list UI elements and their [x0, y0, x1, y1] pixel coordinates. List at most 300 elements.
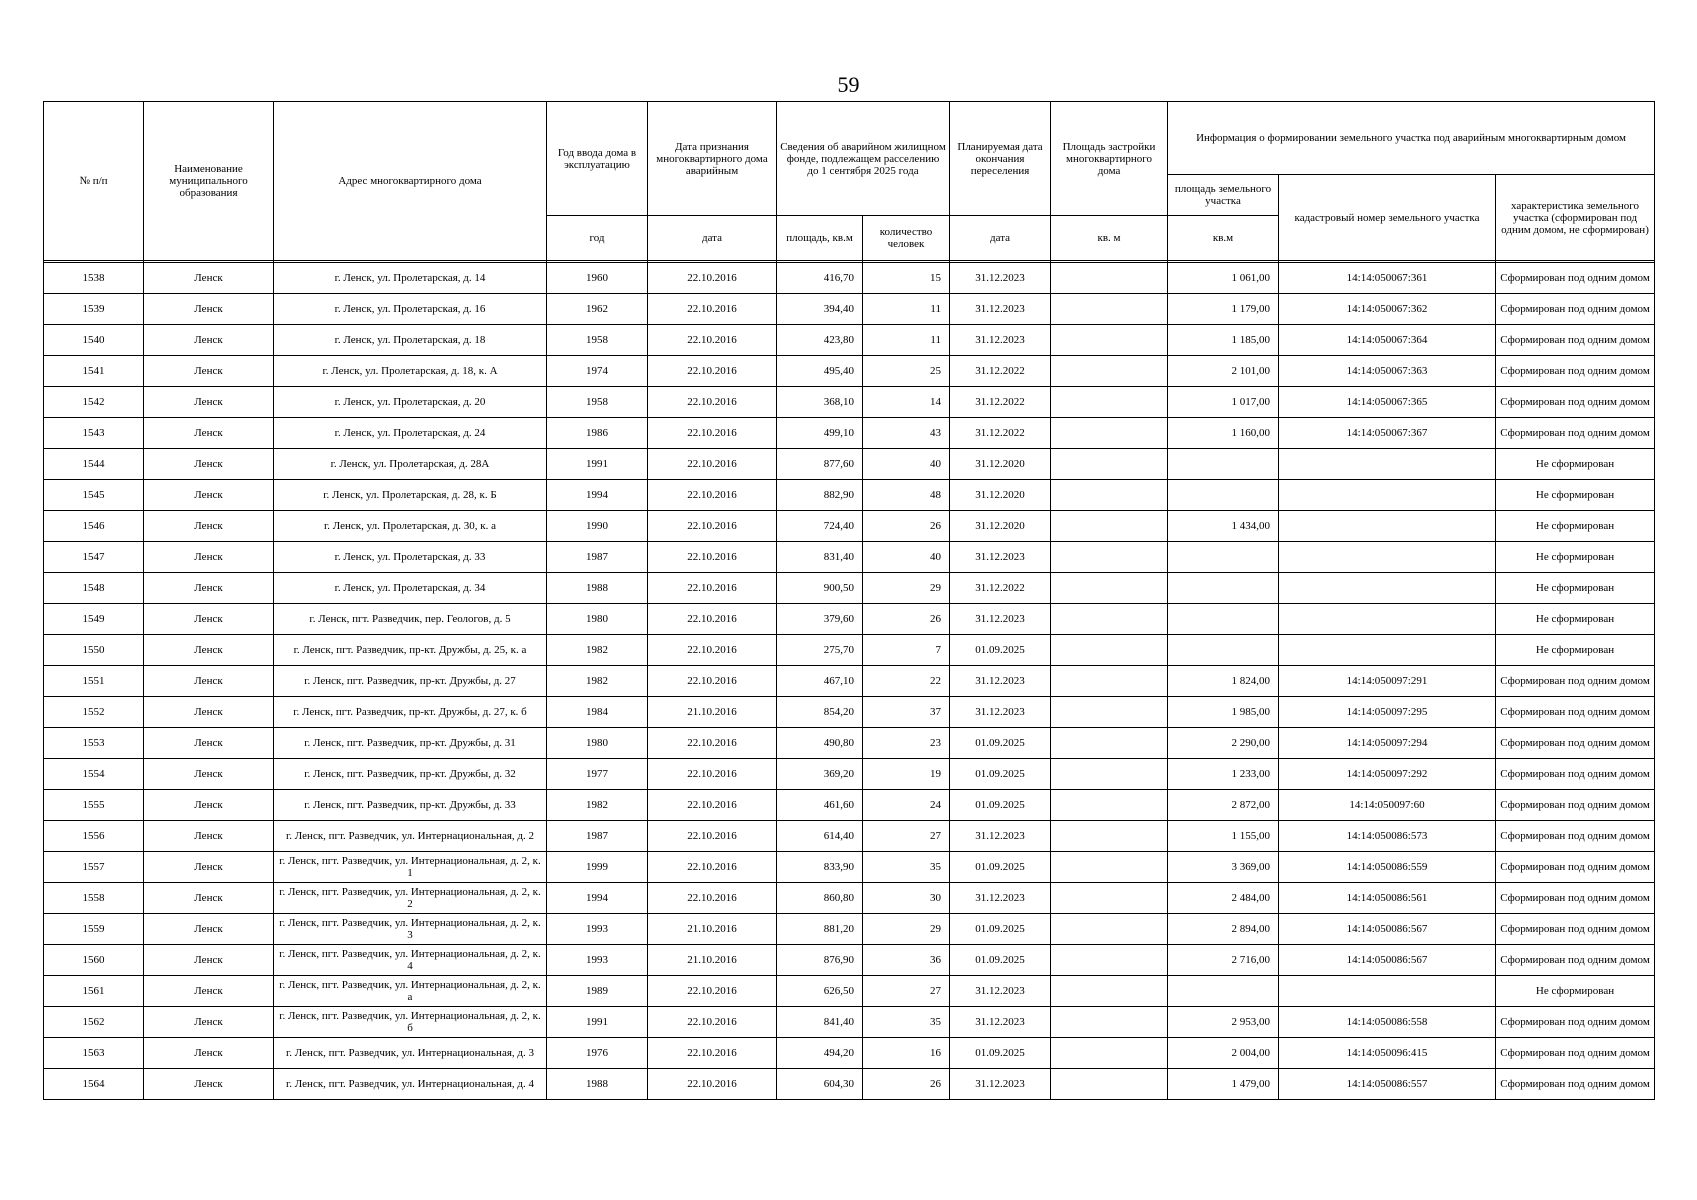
- date-recognized-cell: 22.10.2016: [648, 635, 777, 666]
- area-cell: 423,80: [777, 325, 863, 356]
- people-count-cell: 22: [863, 666, 950, 697]
- people-count-cell: 29: [863, 914, 950, 945]
- area-cell: 900,50: [777, 573, 863, 604]
- people-count-cell: 11: [863, 294, 950, 325]
- land-characteristic-cell: Сформирован под одним домом: [1496, 852, 1655, 883]
- people-count-cell: 29: [863, 573, 950, 604]
- cadastral-number-cell: 14:14:050086:567: [1279, 945, 1496, 976]
- address-cell: г. Ленск, ул. Пролетарская, д. 30, к. а: [274, 511, 547, 542]
- address-cell: г. Ленск, пгт. Разведчик, пр-кт. Дружбы, д. 31: [274, 728, 547, 759]
- people-count-cell: 19: [863, 759, 950, 790]
- row-number: 1551: [44, 666, 144, 697]
- cadastral-number-cell: 14:14:050086:558: [1279, 1007, 1496, 1038]
- people-count-cell: 36: [863, 945, 950, 976]
- row-number: 1562: [44, 1007, 144, 1038]
- cadastral-number-cell: [1279, 976, 1496, 1007]
- planned-date-cell: 01.09.2025: [950, 1038, 1051, 1069]
- row-number: 1549: [44, 604, 144, 635]
- row-number: 1554: [44, 759, 144, 790]
- address-cell: г. Ленск, пгт. Разведчик, пр-кт. Дружбы, д. 27, к. б: [274, 697, 547, 728]
- header-characteristic: характеристика земельного участка (сформирован под одним домом, не сформирован): [1496, 175, 1655, 261]
- land-area-cell: [1168, 480, 1279, 511]
- municipality-cell: Ленск: [144, 418, 274, 449]
- area-cell: 416,70: [777, 263, 863, 294]
- land-area-cell: 1 185,00: [1168, 325, 1279, 356]
- cadastral-number-cell: [1279, 635, 1496, 666]
- planned-date-cell: 31.12.2020: [950, 449, 1051, 480]
- area-cell: 833,90: [777, 852, 863, 883]
- municipality-cell: Ленск: [144, 728, 274, 759]
- row-number: 1550: [44, 635, 144, 666]
- land-characteristic-cell: Сформирован под одним домом: [1496, 914, 1655, 945]
- land-area-cell: 3 369,00: [1168, 852, 1279, 883]
- land-characteristic-cell: Сформирован под одним домом: [1496, 759, 1655, 790]
- people-count-cell: 48: [863, 480, 950, 511]
- cadastral-number-cell: [1279, 480, 1496, 511]
- area-cell: 860,80: [777, 883, 863, 914]
- land-area-cell: 1 160,00: [1168, 418, 1279, 449]
- building-area-cell: [1051, 759, 1168, 790]
- area-cell: 495,40: [777, 356, 863, 387]
- land-characteristic-cell: Сформирован под одним домом: [1496, 263, 1655, 294]
- address-cell: г. Ленск, пгт. Разведчик, ул. Интернациональная, д. 2, к. б: [274, 1007, 547, 1038]
- building-area-cell: [1051, 573, 1168, 604]
- municipality-cell: Ленск: [144, 666, 274, 697]
- table-row: [44, 511, 1655, 542]
- row-number: 1539: [44, 294, 144, 325]
- year-built-cell: 1980: [547, 728, 648, 759]
- year-built-cell: 1982: [547, 666, 648, 697]
- row-number: 1538: [44, 263, 144, 294]
- planned-date-cell: 31.12.2022: [950, 356, 1051, 387]
- address-cell: г. Ленск, ул. Пролетарская, д. 28А: [274, 449, 547, 480]
- table-row: [44, 697, 1655, 728]
- address-cell: г. Ленск, ул. Пролетарская, д. 34: [274, 573, 547, 604]
- building-area-cell: [1051, 821, 1168, 852]
- row-number: 1555: [44, 790, 144, 821]
- year-built-cell: 1974: [547, 356, 648, 387]
- planned-date-cell: 31.12.2023: [950, 263, 1051, 294]
- building-area-cell: [1051, 542, 1168, 573]
- header-cadastral: кадастровый номер земельного участка: [1279, 175, 1496, 261]
- building-area-cell: [1051, 1007, 1168, 1038]
- municipality-cell: Ленск: [144, 821, 274, 852]
- address-cell: г. Ленск, пгт. Разведчик, пр-кт. Дружбы, д. 27: [274, 666, 547, 697]
- planned-date-cell: 31.12.2023: [950, 325, 1051, 356]
- building-area-cell: [1051, 263, 1168, 294]
- people-count-cell: 30: [863, 883, 950, 914]
- people-count-cell: 37: [863, 697, 950, 728]
- address-cell: г. Ленск, пгт. Разведчик, пр-кт. Дружбы, д. 32: [274, 759, 547, 790]
- table-row: [44, 976, 1655, 1007]
- land-area-cell: 1 061,00: [1168, 263, 1279, 294]
- planned-date-cell: 31.12.2022: [950, 418, 1051, 449]
- unit-land-area: кв.м: [1168, 216, 1279, 261]
- date-recognized-cell: 22.10.2016: [648, 852, 777, 883]
- municipality-cell: Ленск: [144, 852, 274, 883]
- unit-date: дата: [648, 216, 777, 261]
- cadastral-number-cell: 14:14:050067:361: [1279, 263, 1496, 294]
- date-recognized-cell: 22.10.2016: [648, 883, 777, 914]
- date-recognized-cell: 22.10.2016: [648, 356, 777, 387]
- land-area-cell: 2 484,00: [1168, 883, 1279, 914]
- planned-date-cell: 01.09.2025: [950, 759, 1051, 790]
- date-recognized-cell: 22.10.2016: [648, 976, 777, 1007]
- planned-date-cell: 31.12.2020: [950, 480, 1051, 511]
- address-cell: г. Ленск, ул. Пролетарская, д. 20: [274, 387, 547, 418]
- table-row: [44, 604, 1655, 635]
- land-characteristic-cell: Не сформирован: [1496, 635, 1655, 666]
- municipality-cell: Ленск: [144, 1069, 274, 1100]
- people-count-cell: 40: [863, 449, 950, 480]
- building-area-cell: [1051, 914, 1168, 945]
- land-area-cell: 2 290,00: [1168, 728, 1279, 759]
- people-count-cell: 11: [863, 325, 950, 356]
- area-cell: 724,40: [777, 511, 863, 542]
- area-cell: 275,70: [777, 635, 863, 666]
- address-cell: г. Ленск, ул. Пролетарская, д. 33: [274, 542, 547, 573]
- table-row: [44, 1007, 1655, 1038]
- land-area-cell: 2 004,00: [1168, 1038, 1279, 1069]
- land-characteristic-cell: Сформирован под одним домом: [1496, 728, 1655, 759]
- table-row: [44, 635, 1655, 666]
- unit-year: год: [547, 216, 648, 261]
- land-area-cell: [1168, 542, 1279, 573]
- cadastral-number-cell: 14:14:050097:294: [1279, 728, 1496, 759]
- building-area-cell: [1051, 1069, 1168, 1100]
- land-characteristic-cell: Сформирован под одним домом: [1496, 356, 1655, 387]
- year-built-cell: 1991: [547, 1007, 648, 1038]
- cadastral-number-cell: 14:14:050067:365: [1279, 387, 1496, 418]
- land-characteristic-cell: Сформирован под одним домом: [1496, 883, 1655, 914]
- municipality-cell: Ленск: [144, 883, 274, 914]
- land-characteristic-cell: Сформирован под одним домом: [1496, 821, 1655, 852]
- row-number: 1543: [44, 418, 144, 449]
- address-cell: г. Ленск, пгт. Разведчик, пр-кт. Дружбы, д. 33: [274, 790, 547, 821]
- municipality-cell: Ленск: [144, 480, 274, 511]
- row-number: 1545: [44, 480, 144, 511]
- people-count-cell: 35: [863, 852, 950, 883]
- land-characteristic-cell: Сформирован под одним домом: [1496, 790, 1655, 821]
- land-characteristic-cell: Сформирован под одним домом: [1496, 1069, 1655, 1100]
- year-built-cell: 1987: [547, 542, 648, 573]
- people-count-cell: 16: [863, 1038, 950, 1069]
- land-area-cell: 1 434,00: [1168, 511, 1279, 542]
- planned-date-cell: 31.12.2023: [950, 1007, 1051, 1038]
- table-row: [44, 325, 1655, 356]
- table-row: [44, 573, 1655, 604]
- row-number: 1547: [44, 542, 144, 573]
- table-row: [44, 1069, 1655, 1100]
- land-area-cell: [1168, 573, 1279, 604]
- year-built-cell: 1990: [547, 511, 648, 542]
- header-address: Адрес многоквартирного дома: [274, 102, 547, 261]
- area-cell: 379,60: [777, 604, 863, 635]
- year-built-cell: 1977: [547, 759, 648, 790]
- area-cell: 877,60: [777, 449, 863, 480]
- unit-people: количество человек: [863, 216, 950, 261]
- cadastral-number-cell: [1279, 573, 1496, 604]
- address-cell: г. Ленск, пгт. Разведчик, ул. Интернациональная, д. 4: [274, 1069, 547, 1100]
- land-characteristic-cell: Не сформирован: [1496, 976, 1655, 1007]
- municipality-cell: Ленск: [144, 914, 274, 945]
- cadastral-number-cell: 14:14:050086:557: [1279, 1069, 1496, 1100]
- row-number: 1540: [44, 325, 144, 356]
- address-cell: г. Ленск, ул. Пролетарская, д. 18: [274, 325, 547, 356]
- land-characteristic-cell: Сформирован под одним домом: [1496, 294, 1655, 325]
- land-area-cell: 1 155,00: [1168, 821, 1279, 852]
- row-number: 1563: [44, 1038, 144, 1069]
- municipality-cell: Ленск: [144, 294, 274, 325]
- municipality-cell: Ленск: [144, 511, 274, 542]
- land-area-cell: 1 479,00: [1168, 1069, 1279, 1100]
- row-number: 1559: [44, 914, 144, 945]
- land-area-cell: 1 985,00: [1168, 697, 1279, 728]
- row-number: 1542: [44, 387, 144, 418]
- people-count-cell: 14: [863, 387, 950, 418]
- planned-date-cell: 01.09.2025: [950, 790, 1051, 821]
- cadastral-number-cell: 14:14:050097:292: [1279, 759, 1496, 790]
- people-count-cell: 7: [863, 635, 950, 666]
- year-built-cell: 1986: [547, 418, 648, 449]
- building-area-cell: [1051, 418, 1168, 449]
- planned-date-cell: 31.12.2022: [950, 573, 1051, 604]
- address-cell: г. Ленск, ул. Пролетарская, д. 14: [274, 263, 547, 294]
- building-area-cell: [1051, 1038, 1168, 1069]
- address-cell: г. Ленск, пгт. Разведчик, ул. Интернациональная, д. 2, к. 3: [274, 914, 547, 945]
- municipality-cell: Ленск: [144, 635, 274, 666]
- row-number: 1556: [44, 821, 144, 852]
- date-recognized-cell: 22.10.2016: [648, 573, 777, 604]
- year-built-cell: 1987: [547, 821, 648, 852]
- year-built-cell: 1994: [547, 883, 648, 914]
- area-cell: 490,80: [777, 728, 863, 759]
- municipality-cell: Ленск: [144, 573, 274, 604]
- date-recognized-cell: 22.10.2016: [648, 759, 777, 790]
- table-row: [44, 387, 1655, 418]
- address-cell: г. Ленск, ул. Пролетарская, д. 18, к. А: [274, 356, 547, 387]
- planned-date-cell: 31.12.2023: [950, 821, 1051, 852]
- address-cell: г. Ленск, пгт. Разведчик, пер. Геологов, д. 5: [274, 604, 547, 635]
- planned-date-cell: 31.12.2023: [950, 1069, 1051, 1100]
- unit-planned-date: дата: [950, 216, 1051, 261]
- land-characteristic-cell: Сформирован под одним домом: [1496, 1007, 1655, 1038]
- address-cell: г. Ленск, пгт. Разведчик, ул. Интернациональная, д. 2, к. 1: [274, 852, 547, 883]
- cadastral-number-cell: 14:14:050067:364: [1279, 325, 1496, 356]
- area-cell: 499,10: [777, 418, 863, 449]
- land-area-cell: 1 233,00: [1168, 759, 1279, 790]
- planned-date-cell: 31.12.2020: [950, 511, 1051, 542]
- municipality-cell: Ленск: [144, 945, 274, 976]
- address-cell: г. Ленск, пгт. Разведчик, пр-кт. Дружбы, д. 25, к. а: [274, 635, 547, 666]
- cadastral-number-cell: 14:14:050096:415: [1279, 1038, 1496, 1069]
- table-body: [44, 261, 1655, 1100]
- building-area-cell: [1051, 790, 1168, 821]
- land-area-cell: 1 179,00: [1168, 294, 1279, 325]
- municipality-cell: Ленск: [144, 976, 274, 1007]
- date-recognized-cell: 22.10.2016: [648, 666, 777, 697]
- municipality-cell: Ленск: [144, 387, 274, 418]
- row-number: 1557: [44, 852, 144, 883]
- land-characteristic-cell: Сформирован под одним домом: [1496, 418, 1655, 449]
- land-characteristic-cell: Не сформирован: [1496, 480, 1655, 511]
- area-cell: 881,20: [777, 914, 863, 945]
- row-number: 1552: [44, 697, 144, 728]
- header-land-info: Информация о формировании земельного участка под аварийным многоквартирным домом: [1168, 102, 1655, 175]
- cadastral-number-cell: 14:14:050097:295: [1279, 697, 1496, 728]
- date-recognized-cell: 22.10.2016: [648, 790, 777, 821]
- building-area-cell: [1051, 480, 1168, 511]
- year-built-cell: 1988: [547, 573, 648, 604]
- cadastral-number-cell: 14:14:050086:559: [1279, 852, 1496, 883]
- row-number: 1553: [44, 728, 144, 759]
- people-count-cell: 15: [863, 263, 950, 294]
- building-area-cell: [1051, 883, 1168, 914]
- land-area-cell: [1168, 635, 1279, 666]
- date-recognized-cell: 22.10.2016: [648, 1069, 777, 1100]
- table-row: [44, 728, 1655, 759]
- year-built-cell: 1999: [547, 852, 648, 883]
- table-row: [44, 1038, 1655, 1069]
- planned-date-cell: 31.12.2023: [950, 697, 1051, 728]
- planned-date-cell: 01.09.2025: [950, 914, 1051, 945]
- header-planned-date: Планируемая дата окончания переселения: [950, 102, 1051, 216]
- cadastral-number-cell: 14:14:050067:367: [1279, 418, 1496, 449]
- address-cell: г. Ленск, ул. Пролетарская, д. 28, к. Б: [274, 480, 547, 511]
- date-recognized-cell: 22.10.2016: [648, 263, 777, 294]
- table-row: [44, 883, 1655, 914]
- table-row: [44, 449, 1655, 480]
- unit-building-area: кв. м: [1051, 216, 1168, 261]
- date-recognized-cell: 22.10.2016: [648, 728, 777, 759]
- table-row: [44, 294, 1655, 325]
- area-cell: 614,40: [777, 821, 863, 852]
- building-area-cell: [1051, 697, 1168, 728]
- building-area-cell: [1051, 635, 1168, 666]
- address-cell: г. Ленск, ул. Пролетарская, д. 24: [274, 418, 547, 449]
- planned-date-cell: 31.12.2023: [950, 976, 1051, 1007]
- row-number: 1560: [44, 945, 144, 976]
- year-built-cell: 1988: [547, 1069, 648, 1100]
- header-land-area: площадь земельного участка: [1168, 175, 1279, 216]
- year-built-cell: 1980: [547, 604, 648, 635]
- land-characteristic-cell: Сформирован под одним домом: [1496, 697, 1655, 728]
- cadastral-number-cell: 14:14:050086:567: [1279, 914, 1496, 945]
- row-number: 1548: [44, 573, 144, 604]
- municipality-cell: Ленск: [144, 790, 274, 821]
- building-area-cell: [1051, 666, 1168, 697]
- land-characteristic-cell: Сформирован под одним домом: [1496, 325, 1655, 356]
- header-emergency-info: Сведения об аварийном жилищном фонде, подлежащем расселению до 1 сентября 2025 года: [777, 102, 950, 216]
- municipality-cell: Ленск: [144, 697, 274, 728]
- municipality-cell: Ленск: [144, 325, 274, 356]
- table-row: [44, 759, 1655, 790]
- date-recognized-cell: 22.10.2016: [648, 1007, 777, 1038]
- area-cell: 368,10: [777, 387, 863, 418]
- table-row: [44, 356, 1655, 387]
- area-cell: 369,20: [777, 759, 863, 790]
- municipality-cell: Ленск: [144, 1007, 274, 1038]
- land-area-cell: 1 017,00: [1168, 387, 1279, 418]
- municipality-cell: Ленск: [144, 356, 274, 387]
- date-recognized-cell: 22.10.2016: [648, 325, 777, 356]
- area-cell: 467,10: [777, 666, 863, 697]
- cadastral-number-cell: 14:14:050067:363: [1279, 356, 1496, 387]
- date-recognized-cell: 21.10.2016: [648, 914, 777, 945]
- area-cell: 604,30: [777, 1069, 863, 1100]
- page-number: 59: [837, 72, 860, 97]
- land-characteristic-cell: Сформирован под одним домом: [1496, 1038, 1655, 1069]
- date-recognized-cell: 22.10.2016: [648, 542, 777, 573]
- land-characteristic-cell: Не сформирован: [1496, 573, 1655, 604]
- date-recognized-cell: 22.10.2016: [648, 387, 777, 418]
- year-built-cell: 1991: [547, 449, 648, 480]
- cadastral-number-cell: [1279, 542, 1496, 573]
- people-count-cell: 23: [863, 728, 950, 759]
- people-count-cell: 35: [863, 1007, 950, 1038]
- cadastral-number-cell: 14:14:050086:561: [1279, 883, 1496, 914]
- address-cell: г. Ленск, пгт. Разведчик, ул. Интернациональная, д. 2, к. 4: [274, 945, 547, 976]
- year-built-cell: 1982: [547, 790, 648, 821]
- year-built-cell: 1960: [547, 263, 648, 294]
- date-recognized-cell: 22.10.2016: [648, 821, 777, 852]
- table-row: [44, 263, 1655, 294]
- table-row: [44, 542, 1655, 573]
- land-area-cell: 2 101,00: [1168, 356, 1279, 387]
- building-area-cell: [1051, 449, 1168, 480]
- people-count-cell: 26: [863, 511, 950, 542]
- header-date-recognized: Дата признания многоквартирного дома аварийным: [648, 102, 777, 216]
- header-building-area: Площадь застройки многоквартирного дома: [1051, 102, 1168, 216]
- building-area-cell: [1051, 294, 1168, 325]
- cadastral-number-cell: [1279, 604, 1496, 635]
- area-cell: 841,40: [777, 1007, 863, 1038]
- address-cell: г. Ленск, пгт. Разведчик, ул. Интернациональная, д. 2, к. 2: [274, 883, 547, 914]
- table-row: [44, 666, 1655, 697]
- people-count-cell: 27: [863, 976, 950, 1007]
- land-characteristic-cell: Сформирован под одним домом: [1496, 945, 1655, 976]
- table-row: [44, 914, 1655, 945]
- row-number: 1546: [44, 511, 144, 542]
- emergency-housing-table: [43, 101, 1655, 1100]
- date-recognized-cell: 22.10.2016: [648, 418, 777, 449]
- date-recognized-cell: 21.10.2016: [648, 945, 777, 976]
- cadastral-number-cell: 14:14:050086:573: [1279, 821, 1496, 852]
- year-built-cell: 1994: [547, 480, 648, 511]
- people-count-cell: 25: [863, 356, 950, 387]
- row-number: 1564: [44, 1069, 144, 1100]
- cadastral-number-cell: 14:14:050067:362: [1279, 294, 1496, 325]
- row-number: 1561: [44, 976, 144, 1007]
- land-area-cell: [1168, 449, 1279, 480]
- date-recognized-cell: 22.10.2016: [648, 604, 777, 635]
- municipality-cell: Ленск: [144, 263, 274, 294]
- date-recognized-cell: 22.10.2016: [648, 294, 777, 325]
- building-area-cell: [1051, 356, 1168, 387]
- planned-date-cell: 31.12.2023: [950, 883, 1051, 914]
- year-built-cell: 1958: [547, 387, 648, 418]
- row-number: 1541: [44, 356, 144, 387]
- land-area-cell: 1 824,00: [1168, 666, 1279, 697]
- planned-date-cell: 31.12.2023: [950, 542, 1051, 573]
- date-recognized-cell: 22.10.2016: [648, 449, 777, 480]
- land-characteristic-cell: Сформирован под одним домом: [1496, 387, 1655, 418]
- people-count-cell: 26: [863, 1069, 950, 1100]
- year-built-cell: 1958: [547, 325, 648, 356]
- building-area-cell: [1051, 511, 1168, 542]
- year-built-cell: 1993: [547, 945, 648, 976]
- building-area-cell: [1051, 945, 1168, 976]
